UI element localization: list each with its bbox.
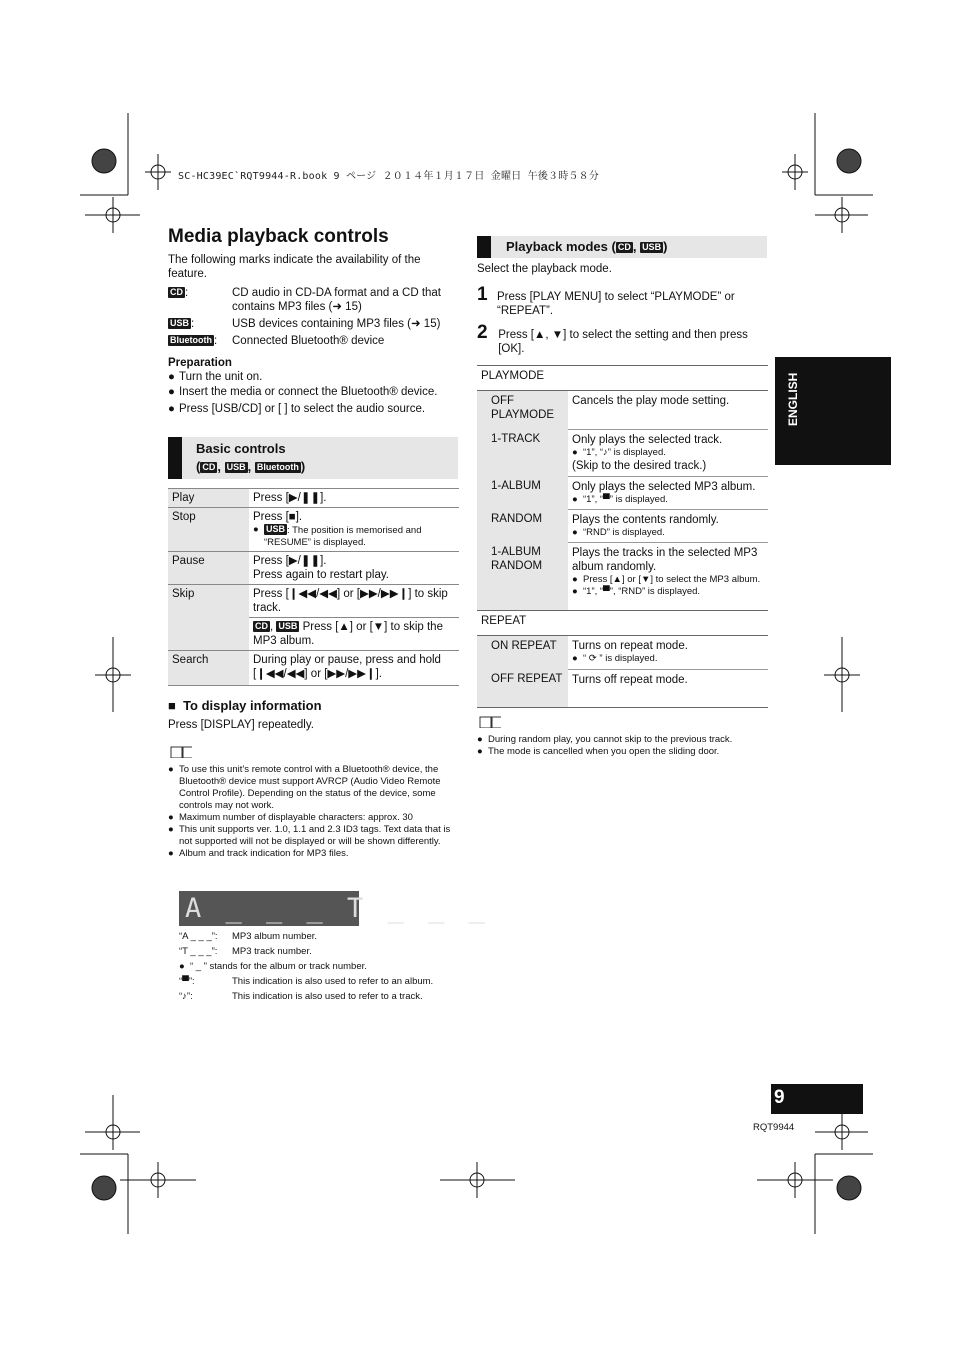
basic-controls-badges: ( CD , USB , Bluetooth ) [196,459,306,474]
lcd-legend: “A _ _ _”: MP3 album number. “T _ _ _”: MP3 track number. ● “ _ ” stands for the album or track number. “▀”: This indication is also used to refer to an album. “♪”: This indication is also used to refer to a track. [179,931,434,1002]
lcd-display-image: A _ _ _ T _ _ _ [179,891,359,926]
note-item: ● Maximum number of displayable characters: approx. 30 [168,812,413,823]
mark-cd: CD : CD audio in CD-DA format and a CD that contains MP3 files (➜ 15) [170,287,442,313]
display-info-text: Press [DISPLAY] repeatedly. [168,719,314,731]
note-item: ● Album and track indication for MP3 files. [168,848,349,859]
marks-list [168,286,458,348]
table-row: OFF REPEAT Turns off repeat mode. [477,669,768,708]
basic-controls-table [168,488,459,686]
playback-modes-header [477,236,767,258]
table-row: CD , USB Press [▲] or [▼] to skip the MP3 album. [168,618,459,651]
language-side-tab: ENGLISH [775,357,891,465]
step-item: 1 Press [PLAY MENU] to select “PLAYMODE” or “REPEAT”. [477,284,735,317]
file-header-line: SC-HC39EC`RQT9944-R.book 9 ページ ２０１４年１月１７日 金曜日 午後３時５８分 [178,171,600,182]
table-row: Skip Press [❙◀◀/◀◀] or [▶▶/▶▶❙] to skip track. [168,585,459,618]
playback-steps [477,285,767,356]
playback-modes-heading: Playback modes ( CD , USB ) [506,239,668,254]
table-row: Play Press [▶/❚❚]. [168,489,459,508]
basic-controls-header [168,437,458,479]
playback-select-text: Select the playback mode. [477,263,612,275]
mark-usb: USB : USB devices containing MP3 files (➜ 15) [170,318,441,330]
table-row: 1-ALBUM RANDOM Plays the tracks in the selected MP3 album randomly. ● Press [▲] or [▼] to select the MP3 album. ● “1”, “▀”, “RND” is displayed. [477,542,768,611]
note-item: ● To use this unit’s remote control with a Bluetooth® device, the Bluetooth® device must support AVRCP (Audio Video Remote Control Profile). Depending on the status of the device, some controls may not work. [168,764,441,811]
display-info-heading: ■ To display information [168,698,322,713]
table-row: ON REPEAT Turns on repeat mode. ● “ ⟳ ” is displayed. [477,636,768,670]
table-row: Pause Press [▶/❚❚]. Press again to restart play. [168,552,459,585]
preparation-item: ● Press [USB/CD] or [ ] to select the audio source. [168,403,426,415]
bluetooth-badge: Bluetooth [170,335,212,345]
page-number: 9 [774,1087,785,1108]
preparation-heading: Preparation [168,357,232,369]
cd-badge: CD [170,287,183,297]
repeat-label: REPEAT [477,611,768,636]
table-row: Stop Press [■]. ● USB : The position is memorised and “RESUME” is displayed. [168,508,459,552]
note-item: ● During random play, you cannot skip to the previous track. [477,734,733,745]
page-number-box [771,1084,863,1114]
playmode-table [477,365,768,708]
playmode-label: PLAYMODE [477,366,768,391]
notes-left [168,764,460,860]
preparation-item: ● Turn the unit on. [168,371,263,383]
note-item: ● The mode is cancelled when you open the sliding door. [477,746,720,757]
table-row: OFF PLAYMODE Cancels the play mode setting. [477,391,768,430]
table-row: 1-ALBUM Only plays the selected MP3 album. ● “1”, “▀” is displayed. [477,476,768,509]
note-item: ● This unit supports ver. 1.0, 1.1 and 2.3 ID3 tags. Text data that is not supported will not be displayed or will be shown differently. [168,824,451,847]
preparation-item: ● Insert the media or connect the Bluetooth® device. [168,386,438,398]
usb-badge: USB [170,318,190,328]
table-row: Search During play or pause, press and hold [❙◀◀/◀◀] or [▶▶/▶▶❙]. [168,651,459,686]
note-book-icon [479,716,501,728]
note-book-icon [170,746,192,758]
mark-bluetooth: Bluetooth : Connected Bluetooth® device [170,335,385,347]
preparation-section [168,356,458,416]
basic-controls-heading: Basic controls [196,441,286,456]
doc-code: RQT9944 [753,1122,795,1133]
page-title: Media playback controls [168,226,389,247]
notes-right [477,734,767,758]
table-row: 1-TRACK Only plays the selected track. ● “1”, “♪” is displayed. (Skip to the desired track.) [477,429,768,476]
intro-text: The following marks indicate the availability of the feature. [168,254,421,280]
step-item: 2 Press [▲, ▼] to select the setting and then press [OK]. [477,322,748,355]
table-row: RANDOM Plays the contents randomly. ● “RND” is displayed. [477,509,768,542]
